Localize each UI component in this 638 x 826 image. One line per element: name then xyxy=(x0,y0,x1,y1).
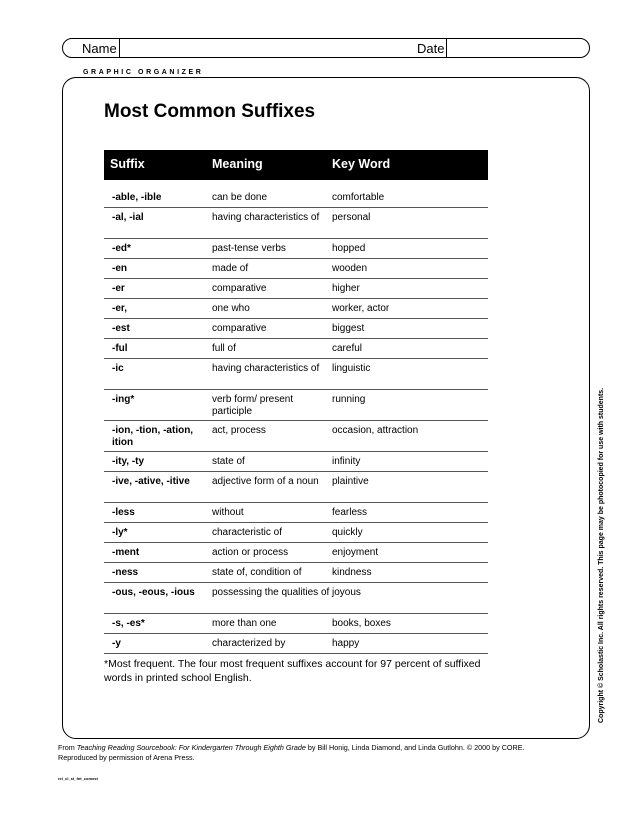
column-header-suffix: Suffix xyxy=(110,157,145,171)
meaning-cell: adjective form of a noun xyxy=(212,476,319,487)
meaning-cell: full of xyxy=(212,343,236,354)
name-divider xyxy=(119,39,120,57)
table-body xyxy=(104,188,488,654)
meaning-cell: verb form/ present participle xyxy=(212,394,294,417)
table-row xyxy=(104,259,488,279)
keyword-cell: plaintive xyxy=(332,476,369,487)
keyword-cell: linguistic xyxy=(332,363,371,374)
meaning-cell: one who xyxy=(212,303,250,314)
keyword-cell: comfortable xyxy=(332,192,385,203)
meaning-cell: past-tense verbs xyxy=(212,243,286,254)
suffix-cell: -er, xyxy=(112,303,128,314)
meaning-cell: can be done xyxy=(212,192,268,203)
suffix-table xyxy=(104,150,488,654)
table-row xyxy=(104,279,488,299)
suffix-cell: -est xyxy=(112,323,130,334)
table-row xyxy=(104,208,488,239)
source-suffix: by Bill Honig, Linda Diamond, and Linda Gutlohn. © 2000 by CORE. xyxy=(305,743,525,752)
section-label: GRAPHIC ORGANIZER xyxy=(83,69,204,76)
table-row xyxy=(104,319,488,339)
suffix-cell: -ous, -eous, -ious xyxy=(112,587,195,598)
table-row xyxy=(104,421,488,452)
suffix-cell: -al, -ial xyxy=(112,212,144,223)
suffix-cell: -able, -ible xyxy=(112,192,162,203)
source-credit xyxy=(58,743,598,763)
meaning-cell: comparative xyxy=(212,283,267,294)
name-date-bar xyxy=(62,38,590,58)
meaning-cell: state of xyxy=(212,456,245,467)
keyword-cell: higher xyxy=(332,283,360,294)
source-line2: Reproduced by permission of Arena Press. xyxy=(58,753,195,762)
meaning-cell: act, process xyxy=(212,425,266,436)
suffix-cell: -ion, -tion, -ation, ition xyxy=(112,425,194,448)
table-row xyxy=(104,523,488,543)
keyword-cell: fearless xyxy=(332,507,368,518)
file-code: rel_cl_st_fnt_comxst xyxy=(58,776,98,781)
meaning-cell: characteristic of xyxy=(212,527,283,538)
table-row xyxy=(104,239,488,259)
meaning-cell: possessing the qualities of xyxy=(212,587,330,598)
source-book-title: Teaching Reading Sourcebook: For Kindergarten Through Eighth Grade xyxy=(76,743,306,752)
date-divider xyxy=(446,39,447,57)
meaning-cell: without xyxy=(212,507,244,518)
table-row xyxy=(104,634,488,654)
meaning-cell: characterized by xyxy=(212,638,286,649)
meaning-cell: more than one xyxy=(212,618,277,629)
date-label: Date xyxy=(417,41,445,56)
keyword-cell: joyous xyxy=(332,587,361,598)
keyword-cell: infinity xyxy=(332,456,361,467)
column-header-keyword: Key Word xyxy=(332,157,391,171)
suffix-cell: -ly* xyxy=(112,527,128,538)
meaning-cell: having characteristics of xyxy=(212,212,320,223)
keyword-cell: wooden xyxy=(332,263,368,274)
meaning-cell: made of xyxy=(212,263,249,274)
footnote: *Most frequent. The four most frequent suffixes account for 97 percent of suffixed words in printed school English. xyxy=(104,658,481,684)
table-row xyxy=(104,503,488,523)
suffix-cell: -er xyxy=(112,283,125,294)
suffix-cell: -ive, -ative, -itive xyxy=(112,476,190,487)
keyword-cell: worker, actor xyxy=(332,303,390,314)
suffix-cell: -ness xyxy=(112,567,139,578)
keyword-cell: happy xyxy=(332,638,360,649)
keyword-cell: personal xyxy=(332,212,371,223)
suffix-cell: -ing* xyxy=(112,394,135,405)
keyword-cell: running xyxy=(332,394,366,405)
table-row xyxy=(104,563,488,583)
table-header xyxy=(104,150,488,180)
suffix-cell: -ic xyxy=(112,363,124,374)
table-row xyxy=(104,188,488,208)
table-row xyxy=(104,339,488,359)
table-row xyxy=(104,452,488,472)
suffix-cell: -s, -es* xyxy=(112,618,145,629)
keyword-cell: hopped xyxy=(332,243,366,254)
table-row xyxy=(104,359,488,390)
table-row xyxy=(104,614,488,634)
keyword-cell: biggest xyxy=(332,323,365,334)
table-row xyxy=(104,543,488,563)
table-row xyxy=(104,390,488,421)
copyright-notice: Copyright © Scholastic Inc. All rights reserved. This page may be photocopied for use with students. xyxy=(598,387,605,723)
meaning-cell: having characteristics of xyxy=(212,363,320,374)
keyword-cell: books, boxes xyxy=(332,618,391,629)
meaning-cell: action or process xyxy=(212,547,289,558)
suffix-cell: -ful xyxy=(112,343,128,354)
name-label: Name xyxy=(82,41,117,56)
suffix-cell: -y xyxy=(112,638,121,649)
table-row xyxy=(104,583,488,614)
meaning-cell: state of, condition of xyxy=(212,567,302,578)
suffix-cell: -ed* xyxy=(112,243,131,254)
source-prefix: From xyxy=(58,743,77,752)
page-title: Most Common Suffixes xyxy=(104,101,316,122)
suffix-cell: -less xyxy=(112,507,135,518)
keyword-cell: occasion, attraction xyxy=(332,425,419,436)
keyword-cell: kindness xyxy=(332,567,372,578)
suffix-cell: -ity, -ty xyxy=(112,456,145,467)
keyword-cell: careful xyxy=(332,343,363,354)
table-row xyxy=(104,472,488,503)
suffix-cell: -ment xyxy=(112,547,140,558)
keyword-cell: quickly xyxy=(332,527,363,538)
table-row xyxy=(104,299,488,319)
column-header-meaning: Meaning xyxy=(212,157,263,171)
meaning-cell: comparative xyxy=(212,323,267,334)
keyword-cell: enjoyment xyxy=(332,547,379,558)
suffix-cell: -en xyxy=(112,263,127,274)
